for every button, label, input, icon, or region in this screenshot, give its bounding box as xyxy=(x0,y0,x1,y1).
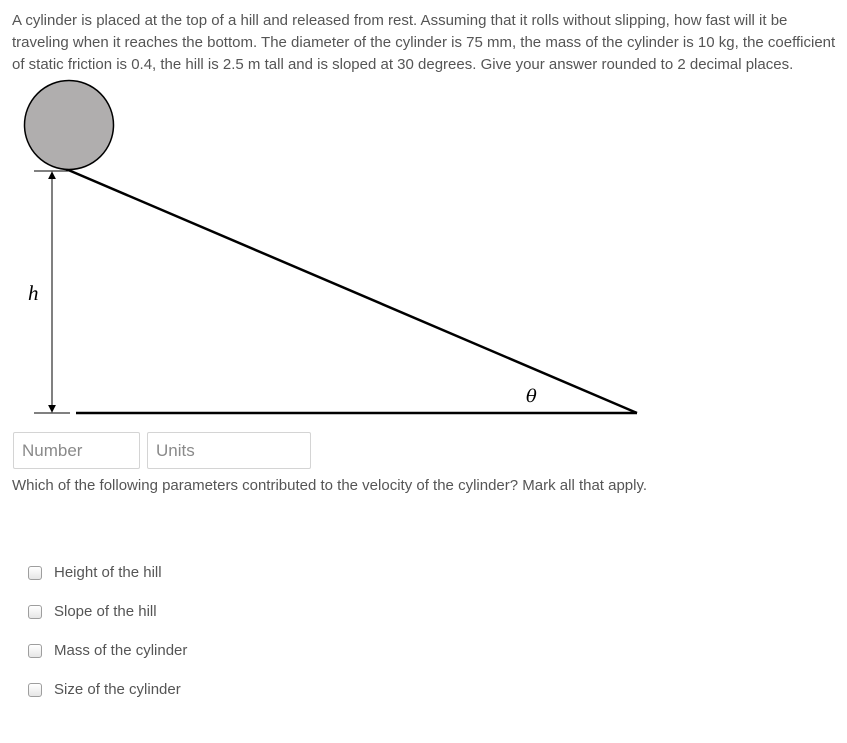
option-label[interactable]: Slope of the hill xyxy=(54,603,157,620)
angle-label: θ xyxy=(526,386,537,407)
parameter-options xyxy=(28,553,187,709)
option-slope-of-hill[interactable] xyxy=(28,592,187,631)
units-input[interactable] xyxy=(147,432,311,469)
number-input[interactable] xyxy=(13,432,140,469)
followup-question-text: Which of the following parameters contributed to the velocity of the cylinder? Mark all that apply. xyxy=(12,477,648,494)
hill-diagram xyxy=(0,75,660,425)
option-height-of-hill[interactable] xyxy=(28,553,187,592)
option-mass-of-cylinder[interactable] xyxy=(28,631,187,670)
question-text: A cylinder is placed at the top of a hill and released from rest. Assuming that it rolls without slipping, how fast will it be traveling when it reaches the bottom. The diameter of the cylinder is 75 mm, the mass of the cylinder is 10 kg, the coefficient of static friction is 0.4, the hill is 2.5 m tall and is sloped at 30 degrees. Give your answer rounded to 2 decimal places. xyxy=(12,12,836,73)
option-label[interactable]: Mass of the cylinder xyxy=(54,642,188,659)
slope-line xyxy=(66,169,637,413)
option-checkbox[interactable] xyxy=(28,566,42,580)
answer-row xyxy=(13,432,311,469)
option-checkbox[interactable] xyxy=(28,644,42,658)
height-label: h xyxy=(28,281,39,305)
option-checkbox[interactable] xyxy=(28,605,42,619)
option-label[interactable]: Height of the hill xyxy=(54,564,162,581)
option-checkbox[interactable] xyxy=(28,683,42,697)
option-size-of-cylinder[interactable] xyxy=(28,670,187,709)
cylinder xyxy=(25,81,114,170)
option-label[interactable]: Size of the cylinder xyxy=(54,681,181,698)
